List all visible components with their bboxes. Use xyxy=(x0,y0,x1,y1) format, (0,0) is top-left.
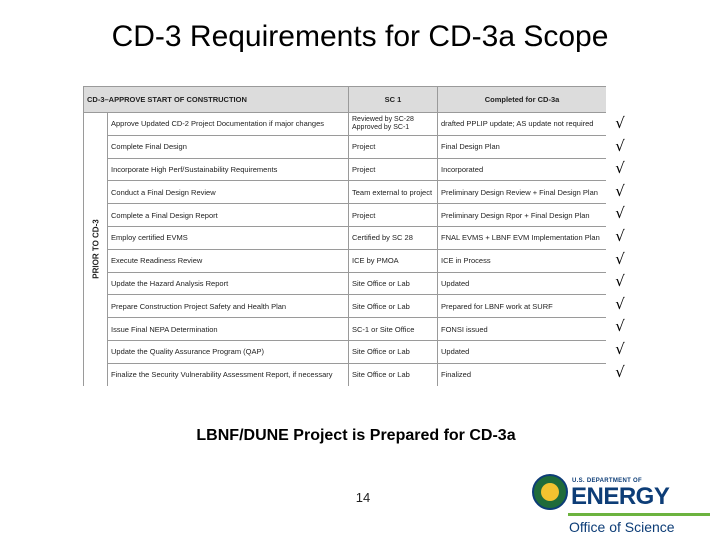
status-cell: Final Design Plan xyxy=(438,135,607,158)
status-cell: Updated xyxy=(438,272,607,295)
doe-office-of-science-logo xyxy=(532,474,712,536)
header-requirement: CD-3–APPROVE START OF CONSTRUCTION xyxy=(84,87,349,113)
checkmark-icon: √ xyxy=(615,204,625,223)
table-row xyxy=(84,249,607,272)
doe-seal-icon xyxy=(532,474,568,510)
summary-statement: LBNF/DUNE Project is Prepared for CD-3a xyxy=(196,427,516,444)
status-cell: Finalized xyxy=(438,363,607,386)
by-cell: ICE by PMOA xyxy=(349,249,438,272)
checkmark-icon: √ xyxy=(615,317,625,336)
by-cell: SC-1 or Site Office xyxy=(349,318,438,341)
header-by: SC 1 xyxy=(349,87,438,113)
checkmark-icon: √ xyxy=(615,272,625,291)
table-row xyxy=(84,318,607,341)
by-cell: Site Office or Lab xyxy=(349,272,438,295)
table-row xyxy=(84,135,607,158)
header-status: Completed for CD-3a xyxy=(438,87,607,113)
by-cell: Project xyxy=(349,204,438,227)
logo-dept-text: U.S. DEPARTMENT OF xyxy=(572,478,642,484)
by-cell xyxy=(349,113,438,136)
by-cell: Certified by SC 28 xyxy=(349,226,438,249)
status-cell: drafted PPLIP update; AS update not required xyxy=(438,113,607,136)
checkmark-icon: √ xyxy=(615,226,625,245)
logo-divider xyxy=(568,513,710,516)
checkmark-icon: √ xyxy=(615,136,625,155)
checkmark-icon: √ xyxy=(615,249,625,268)
table-row xyxy=(84,340,607,363)
requirement-cell: Finalize the Security Vulnerability Assessment Report, if necessary xyxy=(108,363,349,386)
by-line: Approved by SC-1 xyxy=(352,123,410,131)
table-row xyxy=(84,272,607,295)
requirement-cell: Complete a Final Design Report xyxy=(108,204,349,227)
table-row xyxy=(84,363,607,386)
by-cell: Site Office or Lab xyxy=(349,363,438,386)
checkmark-icon: √ xyxy=(615,181,625,200)
status-cell: ICE in Process xyxy=(438,249,607,272)
requirement-cell: Complete Final Design xyxy=(108,135,349,158)
checkmark-icon: √ xyxy=(615,294,625,313)
table-row xyxy=(84,158,607,181)
seal-emblem xyxy=(541,483,559,501)
table-row xyxy=(84,226,607,249)
requirement-cell: Update the Hazard Analysis Report xyxy=(108,272,349,295)
logo-energy-text: ENERGY xyxy=(571,483,670,510)
requirement-cell: Employ certified EVMS xyxy=(108,226,349,249)
by-line: Reviewed by SC-28 xyxy=(352,115,414,123)
requirement-cell: Prepare Construction Project Safety and Health Plan xyxy=(108,295,349,318)
requirement-cell: Update the Quality Assurance Program (QAP) xyxy=(108,340,349,363)
requirements-table-image xyxy=(83,86,606,386)
requirement-cell: Conduct a Final Design Review xyxy=(108,181,349,204)
logo-office-text: Office of Science xyxy=(569,519,675,535)
requirement-cell: Approve Updated CD-2 Project Documentation if major changes xyxy=(108,113,349,136)
table-row xyxy=(84,295,607,318)
table-row xyxy=(84,204,607,227)
table-row xyxy=(84,113,607,136)
status-cell: Prepared for LBNF work at SURF xyxy=(438,295,607,318)
by-cell: Site Office or Lab xyxy=(349,340,438,363)
status-cell: FNAL EVMS + LBNF EVM Implementation Plan xyxy=(438,226,607,249)
status-cell: FONSI issued xyxy=(438,318,607,341)
requirements-table xyxy=(83,86,606,386)
checkmark-icon: √ xyxy=(615,159,625,178)
checkmark-icon: √ xyxy=(615,339,625,358)
table-row xyxy=(84,181,607,204)
row-group-label: PRIOR TO CD-3 xyxy=(91,219,100,279)
checkmark-icon: √ xyxy=(615,362,625,381)
status-cell: Preliminary Design Rpor + Final Design Plan xyxy=(438,204,607,227)
status-cell: Updated xyxy=(438,340,607,363)
by-cell: Project xyxy=(349,158,438,181)
checkmark-column xyxy=(612,112,628,383)
status-cell: Preliminary Design Review + Final Design Plan xyxy=(438,181,607,204)
by-cell: Site Office or Lab xyxy=(349,295,438,318)
by-cell: Project xyxy=(349,135,438,158)
row-group-label-cell xyxy=(84,113,108,387)
slide-title: CD-3 Requirements for CD-3a Scope xyxy=(111,20,609,53)
table-header-row xyxy=(84,87,607,113)
page-number: 14 xyxy=(355,490,371,505)
requirement-cell: Execute Readiness Review xyxy=(108,249,349,272)
checkmark-icon: √ xyxy=(615,114,625,132)
requirement-cell: Issue Final NEPA Determination xyxy=(108,318,349,341)
by-cell: Team external to project xyxy=(349,181,438,204)
requirement-cell: Incorporate High Perf/Sustainability Requirements xyxy=(108,158,349,181)
status-cell: Incorporated xyxy=(438,158,607,181)
